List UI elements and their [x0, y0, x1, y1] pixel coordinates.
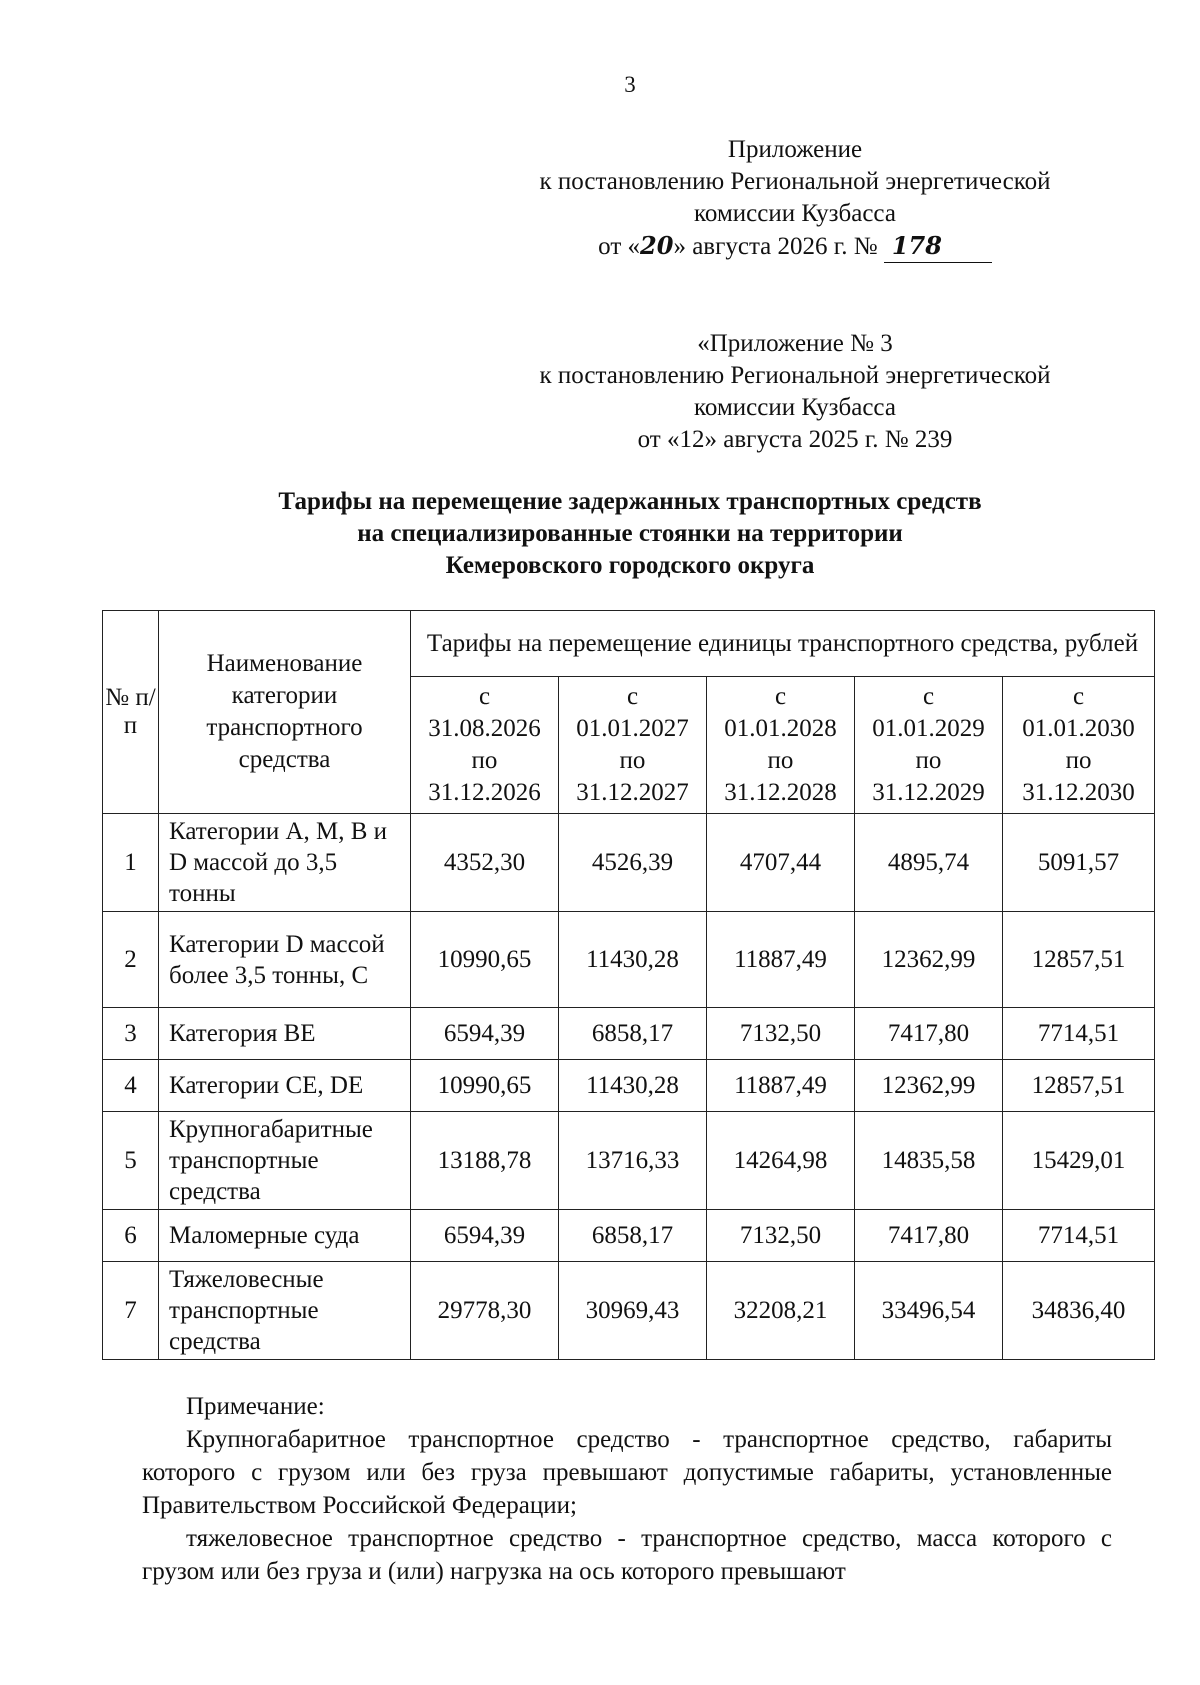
- tariff-value: 10990,65: [411, 1060, 559, 1112]
- tariff-value: 7714,51: [1003, 1008, 1155, 1060]
- row-number: 6: [103, 1210, 159, 1262]
- table-row: [103, 1008, 1155, 1060]
- row-number: 3: [103, 1008, 159, 1060]
- tariff-value: 12362,99: [855, 912, 1003, 1008]
- page-number: 3: [624, 72, 636, 97]
- period-from-label: с: [922, 683, 935, 710]
- row-number: 1: [103, 814, 159, 912]
- period-header: [411, 677, 559, 814]
- row-number: 2: [103, 912, 159, 1008]
- document-title: [0, 486, 1200, 582]
- column-header-tariffs: Тарифы на перемещение единицы транспортного средства, рублей: [411, 611, 1155, 677]
- date-prefix: от «: [598, 233, 641, 260]
- tariff-value: 30969,43: [559, 1262, 707, 1360]
- resolution-date-line: [470, 230, 1120, 263]
- category-name: Категория ВЕ: [159, 1008, 411, 1060]
- tariff-value: 11887,49: [707, 912, 855, 1008]
- period-to: 31.12.2026: [428, 779, 541, 806]
- tariff-value: 15429,01: [1003, 1112, 1155, 1210]
- period-from: 31.08.2026: [428, 715, 541, 742]
- period-from-label: с: [626, 683, 639, 710]
- tariff-value: 10990,65: [411, 912, 559, 1008]
- appendix-header-previous: [470, 328, 1120, 456]
- row-number: 5: [103, 1112, 159, 1210]
- note-heavy-definition: тяжеловесное транспортное средство - транспортное средство, масса которого с грузом или без груза и (или) нагрузка на ось которого превышают: [142, 1525, 1112, 1585]
- tariff-value: 7132,50: [707, 1210, 855, 1262]
- table-row: [103, 1262, 1155, 1360]
- tariff-value: 4526,39: [559, 814, 707, 912]
- period-from-label: с: [1072, 683, 1085, 710]
- category-name: Категории СЕ, DЕ: [159, 1060, 411, 1112]
- category-name: Маломерные суда: [159, 1210, 411, 1262]
- period-from: 01.01.2027: [576, 715, 689, 742]
- column-header-number: № п/п: [103, 611, 159, 814]
- period-to: 31.12.2030: [1022, 779, 1135, 806]
- tariff-value: 29778,30: [411, 1262, 559, 1360]
- period-to-label: по: [915, 747, 942, 774]
- column-header-category: Наименование категории транспортного средства: [159, 611, 411, 814]
- tariff-value: 6858,17: [559, 1210, 707, 1262]
- category-name: Тяжеловесные транспортные средства: [159, 1262, 411, 1360]
- table-row: [103, 814, 1155, 912]
- tariff-value: 7714,51: [1003, 1210, 1155, 1262]
- tariff-value: 7417,80: [855, 1210, 1003, 1262]
- tariff-value: 11887,49: [707, 1060, 855, 1112]
- tariff-value: 4707,44: [707, 814, 855, 912]
- tariff-value: 12362,99: [855, 1060, 1003, 1112]
- period-to-label: по: [619, 747, 646, 774]
- tariff-value: 4895,74: [855, 814, 1003, 912]
- table-row: [103, 1210, 1155, 1262]
- tariff-value: 14264,98: [707, 1112, 855, 1210]
- appendix-header-current: [470, 134, 1120, 263]
- period-from: 01.01.2030: [1022, 715, 1135, 742]
- category-name: Категории D массой более 3,5 тонны, С: [159, 912, 411, 1008]
- tariff-value: 12857,51: [1003, 1060, 1155, 1112]
- period-from-label: с: [774, 683, 787, 710]
- tariff-value: 7132,50: [707, 1008, 855, 1060]
- table-row: [103, 1112, 1155, 1210]
- period-header: [855, 677, 1003, 814]
- date-rest: » августа 2026 г. №: [673, 233, 878, 260]
- title-line-2: на специализированные стоянки на территории: [357, 520, 903, 547]
- tariff-value: 13188,78: [411, 1112, 559, 1210]
- period-to-label: по: [1065, 747, 1092, 774]
- tariff-value: 5091,57: [1003, 814, 1155, 912]
- tariff-value: 12857,51: [1003, 912, 1155, 1008]
- tariff-value: 33496,54: [855, 1262, 1003, 1360]
- previous-resolution-date: от «12» августа 2025 г. № 239: [637, 426, 953, 453]
- table-row: [103, 1060, 1155, 1112]
- tariff-table: [102, 610, 1155, 1360]
- period-header: [1003, 677, 1155, 814]
- tariff-value: 7417,80: [855, 1008, 1003, 1060]
- notes-section: [142, 1390, 1112, 1588]
- tariff-value: 32208,21: [707, 1262, 855, 1360]
- previous-appendix-label: «Приложение № 3: [697, 330, 893, 357]
- period-from: 01.01.2029: [872, 715, 985, 742]
- handwritten-day: 20: [640, 231, 674, 260]
- tariff-value: 11430,28: [559, 1060, 707, 1112]
- tariff-value: 11430,28: [559, 912, 707, 1008]
- appendix-label: Приложение: [727, 136, 863, 163]
- tariff-value: 6594,39: [411, 1008, 559, 1060]
- title-line-1: Тарифы на перемещение задержанных транспортных средств: [278, 488, 982, 515]
- period-header: [559, 677, 707, 814]
- row-number: 4: [103, 1060, 159, 1112]
- notes-label: Примечание:: [186, 1393, 325, 1420]
- period-to: 31.12.2029: [872, 779, 985, 806]
- period-to-label: по: [471, 747, 498, 774]
- tariff-value: 6858,17: [559, 1008, 707, 1060]
- tariff-value: 14835,58: [855, 1112, 1003, 1210]
- table-row: [103, 912, 1155, 1008]
- tariff-value: 4352,30: [411, 814, 559, 912]
- category-name: Категории А, М, В и D массой до 3,5 тонны: [159, 814, 411, 912]
- commission-name: комиссии Кузбасса: [694, 200, 896, 227]
- title-line-3: Кемеровского городского округа: [445, 552, 815, 579]
- tariff-value: 6594,39: [411, 1210, 559, 1262]
- period-to-label: по: [767, 747, 794, 774]
- tariff-table-body: [103, 814, 1155, 1360]
- tariff-value: 13716,33: [559, 1112, 707, 1210]
- period-from-label: с: [478, 683, 491, 710]
- previous-resolution-reference: к постановлению Региональной энергетической: [539, 362, 1051, 389]
- period-to: 31.12.2027: [576, 779, 689, 806]
- tariff-value: 34836,40: [1003, 1262, 1155, 1360]
- category-name: Крупногабаритные транспортные средства: [159, 1112, 411, 1210]
- resolution-reference: к постановлению Региональной энергетической: [539, 168, 1051, 195]
- period-header: [707, 677, 855, 814]
- row-number: 7: [103, 1262, 159, 1360]
- previous-commission-name: комиссии Кузбасса: [694, 394, 896, 421]
- handwritten-number: 178: [884, 230, 992, 263]
- note-oversized-definition: Крупногабаритное транспортное средство - транспортное средство, габариты которого с грузом или без груза превышают допустимые габариты, установленные Правительством Российской Федерации;: [142, 1426, 1112, 1519]
- period-to: 31.12.2028: [724, 779, 837, 806]
- period-from: 01.01.2028: [724, 715, 837, 742]
